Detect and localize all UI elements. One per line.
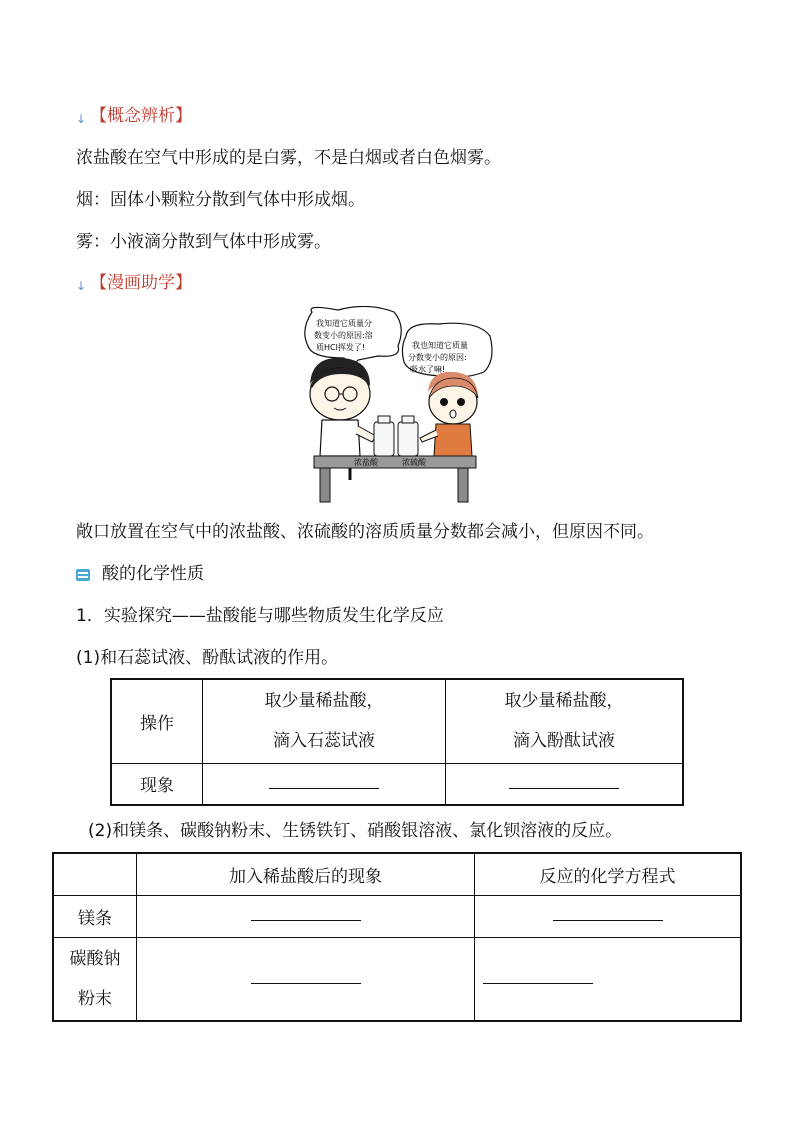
table-row	[53, 895, 741, 937]
bubble-left-3: 质HCl挥发了!	[316, 343, 366, 352]
sub-item-2: (2)和镁条、碳酸钠粉末、生锈铁钉、硝酸银溶液、氯化钡溶液的反应。	[88, 821, 623, 841]
table-row	[53, 937, 741, 1021]
cell-text: 粉末	[78, 988, 112, 1009]
item-1: 1．实验探究——盐酸能与哪些物质发生化学反应	[76, 606, 444, 626]
concept-heading	[76, 104, 192, 128]
bubble-right-1: 我也知道它质量	[412, 341, 468, 350]
cell-op-litmus	[203, 679, 446, 763]
row-header-mg: 镁条	[53, 895, 137, 937]
concept-line-3: 雾：小液滴分散到气体中形成雾。	[76, 232, 331, 252]
row-header-operation: 操作	[111, 679, 203, 763]
col-header-phenomenon: 加入稀盐酸后的现象	[137, 853, 475, 895]
comic-caption: 敞口放置在空气中的浓盐酸、浓硫酸的溶质质量分数都会减小，但原因不同。	[76, 522, 654, 542]
bubble-right-3: 吸水了嘛!	[410, 365, 446, 374]
col-header-equation: 反应的化学方程式	[475, 853, 742, 895]
answer-blank-mg-eq[interactable]	[475, 895, 742, 937]
answer-blank-na-phen[interactable]	[137, 937, 475, 1021]
sub-item-1: (1)和石蕊试液、酚酞试液的作用。	[76, 648, 339, 668]
row-header-phenomenon: 现象	[111, 763, 203, 805]
bookmark-icon: ↓	[76, 112, 87, 126]
corner-cell	[53, 853, 137, 895]
bubble-left-1: 我知道它质量分	[316, 319, 372, 328]
section-title-text: 酸的化学性质	[102, 564, 204, 584]
comic-illustration	[298, 306, 498, 506]
table-row	[53, 853, 741, 895]
answer-blank-mg-phen[interactable]	[137, 895, 475, 937]
concept-line-2: 烟：固体小颗粒分散到气体中形成烟。	[76, 190, 365, 210]
answer-blank-litmus[interactable]	[203, 763, 446, 805]
bottle-left-label: 浓盐酸	[354, 458, 378, 467]
concept-heading-text: 【概念辨析】	[90, 106, 193, 126]
section-title	[76, 562, 204, 586]
table-row	[111, 679, 683, 763]
table-reactions	[52, 852, 742, 1022]
bottle-right-label: 浓硫酸	[402, 458, 426, 467]
concept-line-1: 浓盐酸在空气中形成的是白雾，不是白烟或者白色烟雾。	[76, 148, 501, 168]
cell-text: 滴入酚酞试液	[513, 731, 615, 752]
bookmark-icon: ↓	[76, 279, 87, 293]
cell-text: 滴入石蕊试液	[273, 731, 375, 752]
cell-op-phenol	[446, 679, 684, 763]
table-indicators	[110, 678, 684, 806]
answer-blank-phenol[interactable]	[446, 763, 684, 805]
cell-text: 碳酸钠	[69, 948, 121, 969]
comic-heading-text: 【漫画助学】	[90, 273, 193, 293]
table-row	[111, 763, 683, 805]
bubble-left-2: 数变小的原因:溶	[314, 331, 373, 340]
bubble-right-2: 分数变小的原因:	[408, 353, 467, 362]
cell-text: 取少量稀盐酸，	[504, 691, 624, 712]
cell-text: 取少量稀盐酸，	[264, 691, 384, 712]
comic-heading	[76, 271, 192, 295]
list-icon	[76, 569, 90, 581]
row-header-na2co3	[53, 937, 137, 1021]
answer-blank-na-eq[interactable]	[475, 937, 742, 1021]
